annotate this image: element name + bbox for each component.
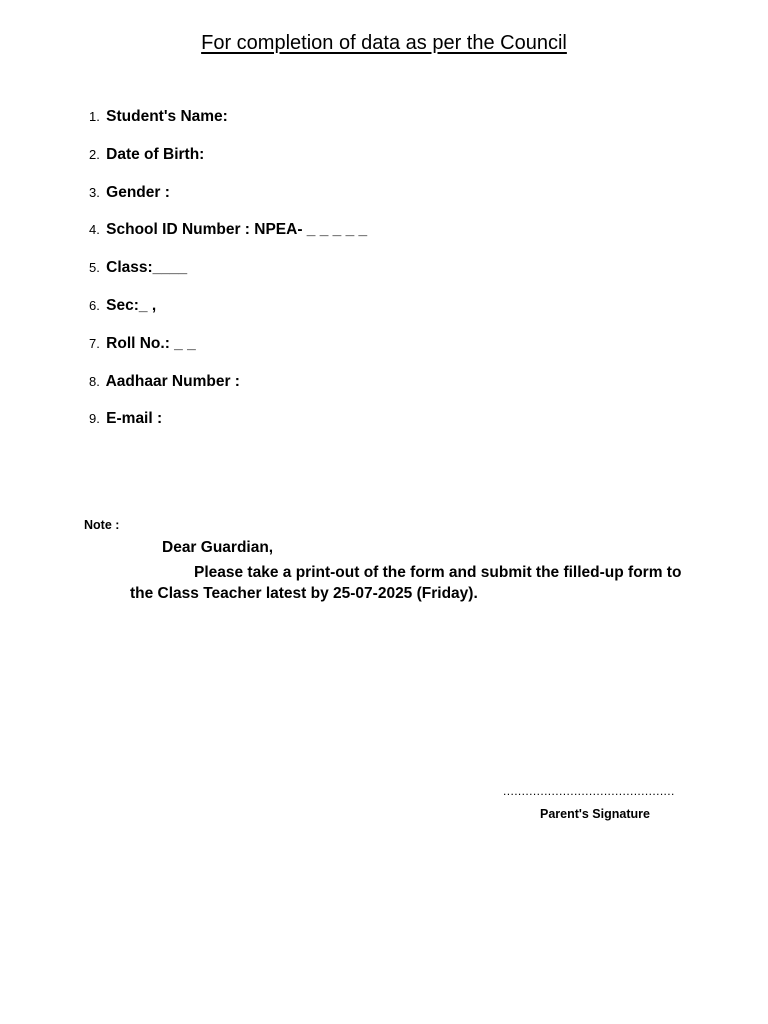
field-school-id-number bbox=[89, 220, 367, 258]
field-label: Roll No.: _ _ bbox=[106, 334, 196, 352]
note-label: Note : bbox=[84, 518, 120, 532]
field-number: 9. bbox=[89, 411, 100, 427]
field-number: 2. bbox=[89, 146, 100, 162]
signature-label: Parent's Signature bbox=[540, 807, 650, 821]
field-aadhaar-number bbox=[89, 372, 367, 410]
page-title: For completion of data as per the Council bbox=[201, 32, 567, 54]
note-body-line-1: Please take a print-out of the form and submit the filled-up form to bbox=[194, 564, 682, 581]
field-number: 5. bbox=[89, 260, 100, 276]
note-body-line-2: the Class Teacher latest by 25-07-2025 (Friday). bbox=[130, 585, 478, 602]
signature-line: .............................................. bbox=[503, 784, 675, 798]
field-label: Gender : bbox=[106, 183, 170, 201]
field-label: Date of Birth: bbox=[106, 145, 205, 163]
field-label: Aadhaar Number : bbox=[105, 372, 240, 390]
field-number: 6. bbox=[89, 297, 100, 313]
field-number: 1. bbox=[89, 109, 100, 124]
field-date-of-birth bbox=[89, 145, 367, 183]
field-label: School ID Number : NPEA- _ _ _ _ _ bbox=[106, 221, 368, 239]
field-students-name bbox=[89, 107, 367, 145]
field-roll-number bbox=[89, 334, 367, 372]
field-label: Class:____ bbox=[106, 259, 188, 277]
field-number: 4. bbox=[89, 222, 100, 238]
field-label: Student's Name: bbox=[106, 108, 228, 125]
field-email bbox=[89, 409, 367, 447]
field-number: 3. bbox=[89, 184, 100, 200]
field-class bbox=[89, 258, 367, 296]
field-label: Sec:_ , bbox=[106, 296, 157, 314]
field-list bbox=[89, 107, 367, 447]
note-greeting: Dear Guardian, bbox=[162, 539, 274, 556]
field-number: 8. bbox=[89, 373, 100, 389]
field-label: E-mail : bbox=[106, 410, 163, 428]
field-gender bbox=[89, 183, 367, 221]
field-number: 7. bbox=[89, 335, 100, 351]
field-section bbox=[89, 296, 367, 334]
